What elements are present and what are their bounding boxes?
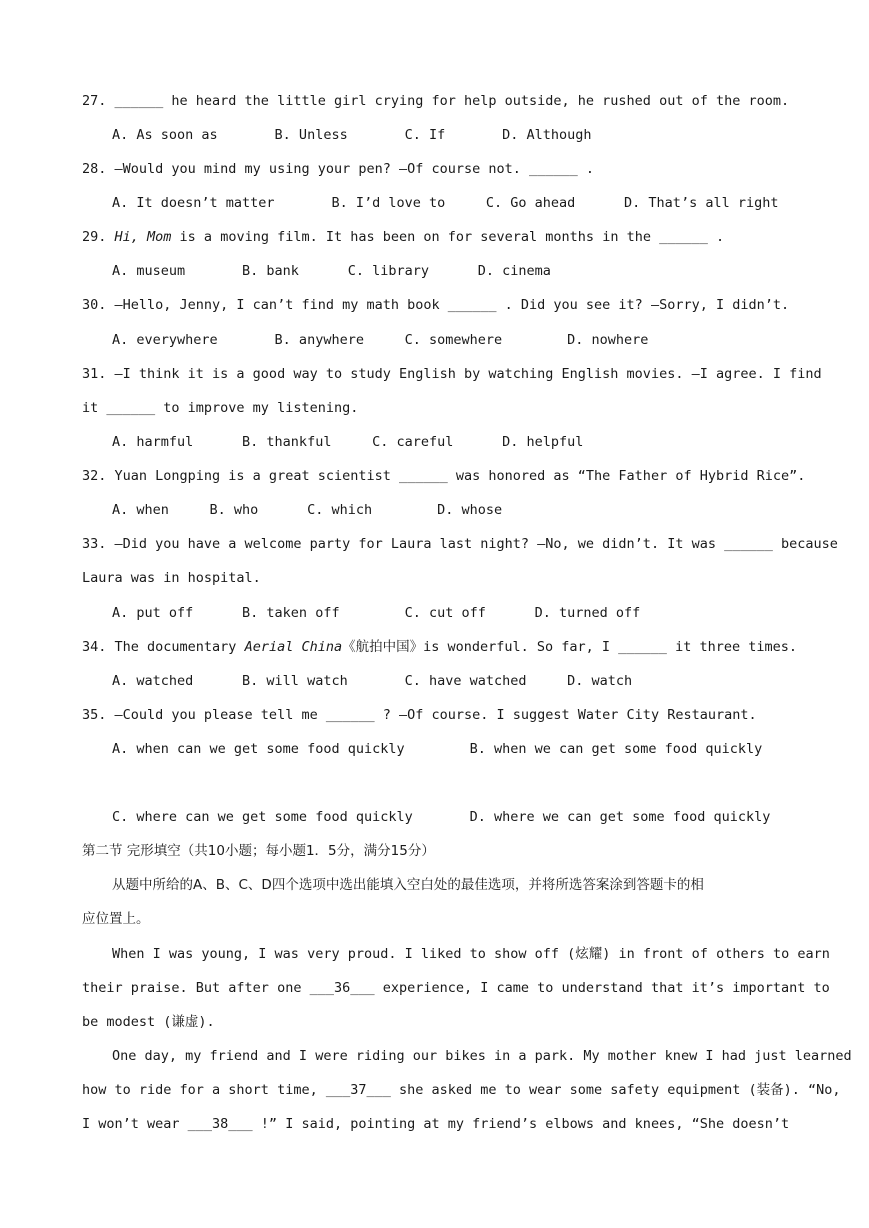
question-31-stem: 31. —I think it is a good way to study English by watching English movies. —I agree. I find — [82, 366, 822, 382]
question-35-stem: 35. —Could you please tell me ______ ? —Of course. I suggest Water City Restaurant. — [82, 707, 757, 723]
question-34-options: A. watched B. will watch C. have watched D. watch — [112, 673, 633, 689]
question-34-text: 《航拍中国》is wonderful. So far, I ______ it three times. — [342, 639, 797, 655]
passage-line-1: When I was young, I was very proud. I liked to show off (炫耀) in front of others to earn — [112, 946, 830, 962]
section-instruction: 从题中所给的A、B、C、D四个选项中选出能填入空白处的最佳选项，并将所选答案涂到答题卡的相 — [112, 877, 704, 893]
question-28-options: A. It doesn’t matter B. I’d love to C. Go ahead D. That’s all right — [112, 195, 779, 211]
question-32-options: A. when B. who C. which D. whose — [112, 502, 503, 518]
question-30-stem: 30. —Hello, Jenny, I can’t find my math book ______ . Did you see it? —Sorry, I didn’t. — [82, 297, 790, 313]
documentary-title: Aerial China — [244, 639, 343, 655]
film-title: Hi, Mom — [114, 229, 172, 245]
question-29-options: A. museum B. bank C. library D. cinema — [112, 263, 551, 279]
question-29-text: is a moving film. It has been on for several months in the ______ . — [171, 229, 725, 245]
question-31-stem-cont: it ______ to improve my listening. — [82, 400, 359, 416]
passage-line-3: be modest (谦虚). — [82, 1014, 215, 1030]
question-31-options: A. harmful B. thankful C. careful D. helpful — [112, 434, 584, 450]
question-28-stem: 28. —Would you mind my using your pen? —Of course not. ______ . — [82, 161, 595, 177]
question-34-number: 34. The documentary — [82, 639, 245, 655]
passage-line-2: their praise. But after one ___36___ experience, I came to understand that it’s important to — [82, 980, 830, 996]
question-35-options-ab: A. when can we get some food quickly B. when we can get some food quickly — [112, 741, 763, 757]
question-29-number: 29. — [82, 229, 115, 245]
question-33-stem-cont: Laura was in hospital. — [82, 570, 261, 586]
question-33-stem: 33. —Did you have a welcome party for Laura last night? —No, we didn’t. It was ______ because — [82, 536, 838, 552]
section-instruction-cont: 应位置上。 — [82, 911, 150, 927]
question-32-stem: 32. Yuan Longping is a great scientist ______ was honored as “The Father of Hybrid Rice”. — [82, 468, 806, 484]
question-35-options-cd: C. where can we get some food quickly D. where we can get some food quickly — [112, 809, 771, 825]
question-29-stem — [82, 228, 724, 246]
question-34-stem — [82, 638, 797, 656]
section-heading: 第二节 完形填空（共10小题；每小题1．5分，满分15分） — [82, 843, 435, 859]
passage-line-6: I won’t wear ___38___ !” I said, pointing at my friend’s elbows and knees, “She doesn’t — [82, 1116, 790, 1132]
passage-line-4: One day, my friend and I were riding our bikes in a park. My mother knew I had just learned — [112, 1048, 852, 1064]
question-33-options: A. put off B. taken off C. cut off D. turned off — [112, 605, 641, 621]
question-30-options: A. everywhere B. anywhere C. somewhere D. nowhere — [112, 332, 649, 348]
question-27-stem: 27. ______ he heard the little girl crying for help outside, he rushed out of the room. — [82, 93, 790, 109]
question-27-options: A. As soon as B. Unless C. If D. Although — [112, 127, 592, 143]
passage-line-5: how to ride for a short time, ___37___ she asked me to wear some safety equipment (装备). “No, — [82, 1082, 841, 1098]
